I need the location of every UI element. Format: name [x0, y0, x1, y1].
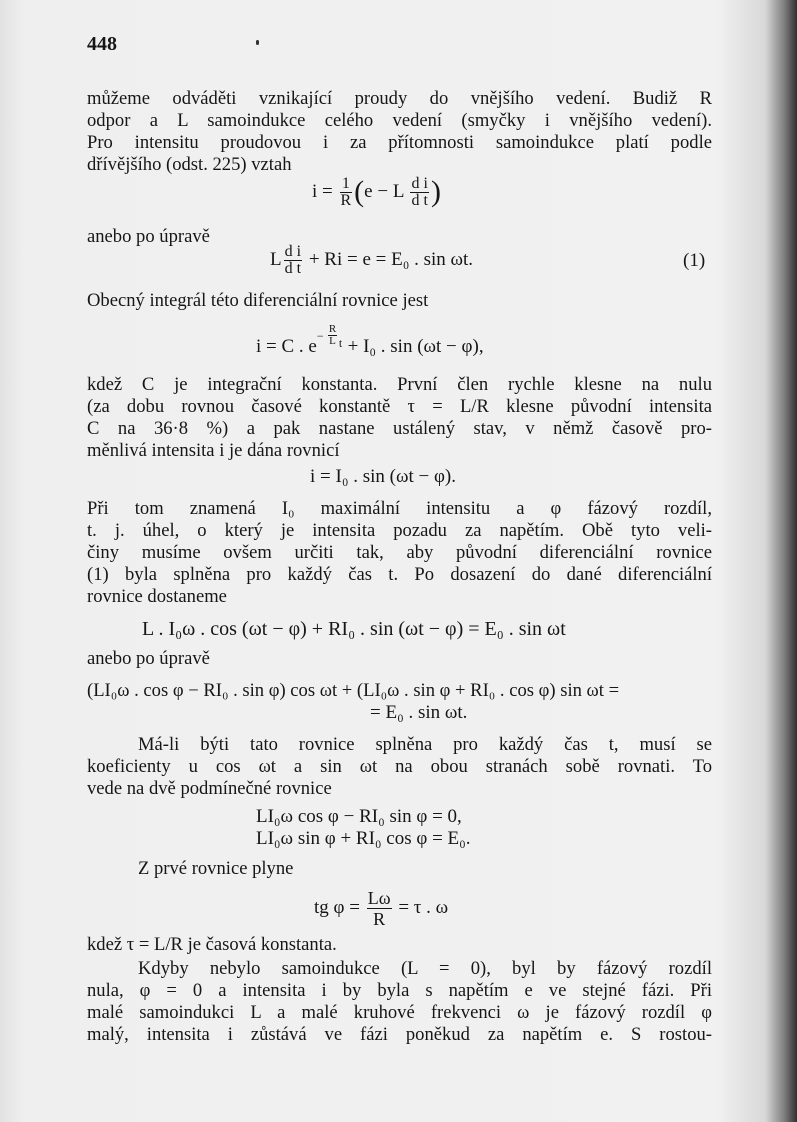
equation-substitution: L . I₀ω . cos (ωt − φ) + RI₀ . sin (ωt − φ) = E₀ . sin ωt [142, 618, 566, 640]
text-line: malý, intensita i zůstává ve fázi poněkud za napětím e. S rostou- [87, 1024, 712, 1045]
equation-tg [314, 888, 448, 929]
page-number: 448 [87, 33, 117, 55]
text-line: dřívějšího (odst. 225) vztah [87, 154, 292, 175]
paren-left: ( [354, 174, 365, 208]
text-line: Z prvé rovnice plyne [138, 858, 294, 879]
paren-right: ) [430, 174, 441, 208]
text-line: (1) byla splněna pro každý čas t. Po dosazení do dané diferenciální [87, 564, 712, 585]
eq-int-exp-den: L [329, 335, 336, 347]
equation-1 [270, 244, 473, 277]
equation-condition-1: LI₀ω cos φ − RI₀ sin φ = 0, [256, 806, 462, 827]
text-line: odpor a L samoindukce celého vedení (smyčky i vnějšího vedení). [87, 110, 712, 131]
text-line: t. j. úhel, o který je intensita pozadu za napětím. Obě tyto veli- [87, 520, 712, 541]
text-line: (za dobu rovnou časové konstantě τ = L/R klesne původní intensita [87, 396, 712, 417]
eq-vztah-lhs: i = [312, 180, 333, 202]
eq1-den: d t [284, 260, 302, 277]
eq-tg-lhs: tg φ = [314, 896, 360, 918]
eq-int-exp-num: R [328, 323, 337, 335]
eq-int-exp-t: t [338, 336, 343, 350]
eq-vztah-num: 1 [341, 175, 350, 192]
eq-tg-den: R [367, 908, 392, 929]
eq-tg-rhs: = τ . ω [398, 896, 449, 918]
eq-tg-num: Lω [367, 888, 391, 908]
text-line: kdež τ = L/R je časová konstanta. [87, 934, 337, 955]
text-line: vede na dvě podmínečné rovnice [87, 778, 332, 799]
text-line: můžeme odváděti vznikající proudy do vnějšího vedení. Budiž R [87, 88, 712, 109]
text-line: měnlivá intensita i je dána rovnicí [87, 440, 340, 461]
equation-expand-1: (LI₀ω . cos φ − RI₀ . sin φ) cos ωt + (LI₀ω . sin φ + RI₀ . cos φ) sin ωt = [87, 680, 620, 701]
eq1-post: + Ri = e = E₀ . sin ωt. [308, 248, 474, 270]
text-line: C na 36·8 %) a pak nastane ustálený stav, v němž časově pro- [87, 418, 712, 439]
eq-vztah-fraction [340, 176, 353, 209]
eq-vztah-dnum: d i [411, 175, 428, 192]
text-line: anebo po úpravě [87, 648, 210, 669]
text-line: malé samoindukci L a malé kruhové frekvenci ω je fázový rozdíl φ [87, 1002, 712, 1023]
eq-int-b: + I₀ . sin (ωt − φ), [347, 336, 484, 357]
eq-int-exp-minus: − [316, 329, 324, 343]
text-line: rovnice dostaneme [87, 586, 227, 607]
eq1-num: d i [284, 243, 302, 260]
equation-vztah [312, 176, 441, 209]
text-line: kdež C je integrační konstanta. První člen rychle klesne na nulu [87, 374, 712, 395]
equation-integral [256, 323, 484, 358]
text-line: Obecný integrál této diferenciální rovnice jest [87, 290, 429, 311]
text-line: činy musíme ovšem určiti tak, aby původní diferenciální rovnice [87, 542, 712, 563]
equation-condition-2: LI₀ω sin φ + RI₀ cos φ = E₀. [256, 828, 471, 849]
equation-number: (1) [683, 250, 706, 271]
text-line: Při tom znamená I₀ maximální intensitu a φ fázový rozdíl, [87, 498, 712, 519]
equation-expand-2: = E₀ . sin ωt. [370, 702, 468, 723]
text-line: Pro intensitu proudovou i za přítomnosti samoindukce platí podle [87, 132, 712, 153]
text-line: Kdyby nebylo samoindukce (L = 0), byl by fázový rozdíl [138, 958, 712, 979]
equation-steady: i = I₀ . sin (ωt − φ). [310, 466, 456, 487]
eq1-pre: L [270, 248, 282, 270]
eq-int-exp-frac [328, 324, 337, 347]
text-line: nula, φ = 0 a intensita i by byla s napětím e ve stejné fázi. Při [87, 980, 712, 1001]
text-line: koeficienty u cos ωt a sin ωt na obou stranách sobě rovnati. To [87, 756, 712, 777]
eq-vztah-body: e − L [364, 180, 404, 202]
eq-int-a: i = C . e [256, 336, 317, 357]
text-line: Má-li býti tato rovnice splněna pro každý čas t, musí se [138, 734, 712, 755]
eq-tg-fraction [367, 888, 392, 929]
eq-vztah-derivative [410, 176, 428, 209]
eq1-fraction [284, 244, 302, 277]
eq-vztah-den: R [340, 192, 352, 209]
text-line: anebo po úpravě [87, 226, 210, 247]
print-speck [256, 40, 259, 45]
eq-vztah-dden: d t [411, 192, 428, 209]
